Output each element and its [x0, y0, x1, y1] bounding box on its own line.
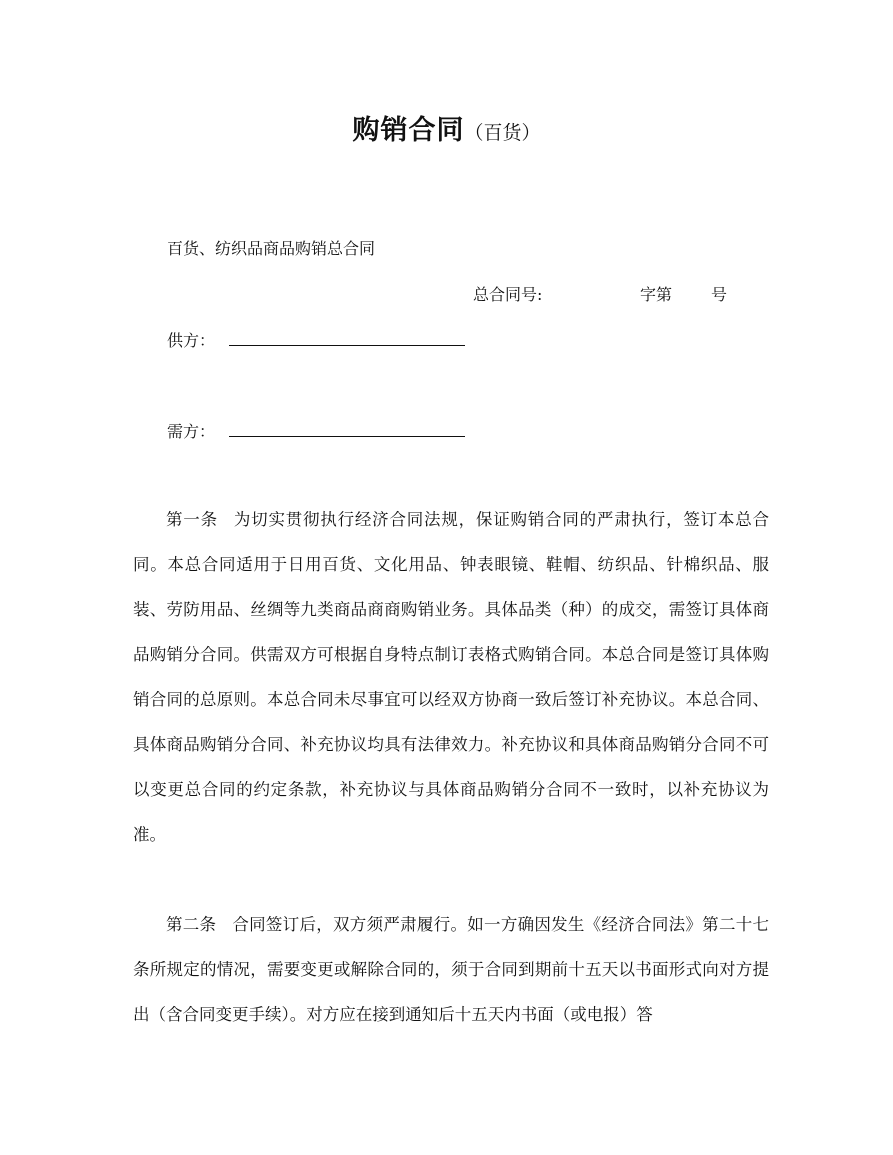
document-title — [0, 108, 893, 147]
buyer-row — [167, 419, 465, 442]
title-main: 购销合同 — [352, 115, 465, 146]
title-sub: （百货） — [464, 122, 541, 144]
contract-number-label: 总合同号: — [473, 285, 543, 304]
buyer-blank-field[interactable] — [229, 424, 465, 437]
article-1 — [133, 497, 769, 857]
article-2 — [133, 902, 769, 1037]
article-1-label: 第一条 — [166, 510, 218, 529]
article-2-label: 第二条 — [166, 915, 217, 934]
article-2-text: 合同签订后，双方须严肃履行。如一方确因发生《经济合同法》第二十七条所规定的情况，需要变更或解除合同的，须于合同到期前十五天以书面形式向对方提出（含合同变更手续）。对方应在接到通知后十五天内书面（或电报）答 — [133, 915, 770, 1024]
supplier-label: 供方： — [167, 331, 216, 350]
contract-number-hao: 号 — [711, 285, 728, 304]
buyer-label: 需方： — [167, 422, 216, 441]
contract-number-zi-di: 字第 — [640, 285, 673, 304]
supplier-blank-field[interactable] — [229, 333, 465, 346]
article-1-text: 为切实贯彻执行经济合同法规，保证购销合同的严肃执行，签订本总合同。本总合同适用于日用百货、文化用品、钟表眼镜、鞋帽、纺织品、针棉织品、服装、劳防用品、丝绸等九类商品商商购销业务。具体品类（种）的成交，需签订具体商品购销分合同。供需双方可根据自身特点制订表格式购销合同。本总合同是签订具体购销合同的总原则。本总合同未尽事宜可以经双方协商一致后签订补充协议。本总合同、具体商品购销分合同、补充协议均具有法律效力。补充协议和具体商品购销分合同不可以变更总合同的约定条款，补充协议与具体商品购销分合同不一致时，以补充协议为准。 — [133, 510, 770, 844]
contract-subtitle: 百货、纺织品商品购销总合同 — [167, 239, 376, 258]
supplier-row — [167, 328, 465, 351]
